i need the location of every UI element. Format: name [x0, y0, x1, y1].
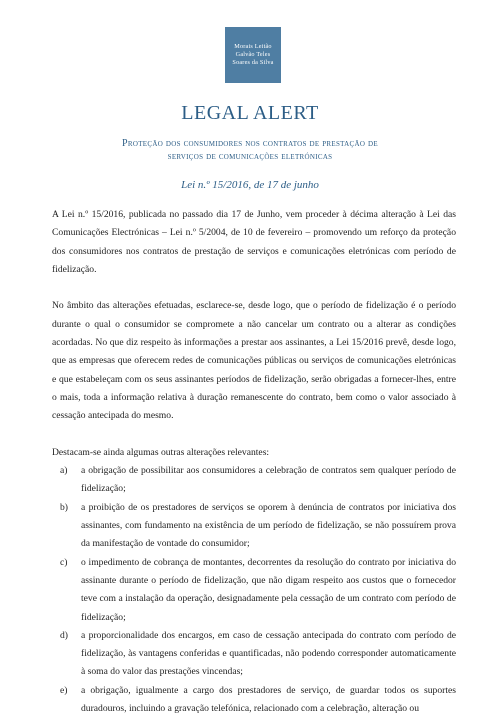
list-marker: e): [60, 684, 68, 696]
law-reference: Lei n.º 15/2016, de 17 de junho: [181, 179, 319, 191]
list-marker: d): [60, 629, 68, 641]
document-subtitle: [60, 137, 440, 163]
list-item: [52, 682, 456, 719]
list-item: [52, 499, 456, 554]
list-intro: Destacam-se ainda algumas outras alterações relevantes:: [52, 446, 270, 458]
list-item-text: a obrigação de possibilitar aos consumidores a celebração de contratos sem qualquer período de fidelização;: [81, 465, 456, 495]
list-item-text: a obrigação, igualmente a cargo dos prestadores de serviço, de guardar todos os suportes duradouros, incluindo a gravação telefónica, relacionado com a celebração, alteração ou: [81, 684, 456, 715]
logo-line-3: Soares da Silva: [232, 59, 274, 66]
list-marker: b): [60, 501, 68, 513]
list-item-text: a proibição de os prestadores de serviços se oporem à denúncia de contratos por iniciativa dos assinantes, com fundamento na existência de um período de fidelização, se não possuírem prova da manifestação de vontade do consumidor;: [81, 501, 456, 550]
list-item-text: o impedimento de cobrança de montantes, decorrentes da resolução do contrato por iniciativa do assinante durante o período de fidelização, que não digam respeito aos custos que o fornecedor teve com a instalação da operação, designadamente pela cessação de um contrato com período de fidelização;: [81, 556, 456, 623]
paragraph: A Lei n.º 15/2016, publicada no passado dia 17 de Junho, vem proceder à décima alteração à Lei das Comunicações Electrónicas – Lei n.º 5/2004, de 10 de fevereiro – promovendo um reforço da proteção dos consumidores nos contratos de prestação de serviços e comunicações eletrónicas com período de fidelização.: [52, 209, 456, 275]
alterations-list: [52, 462, 456, 718]
list-item: [52, 462, 456, 499]
document-body: [52, 206, 456, 718]
paragraph: No âmbito das alterações efetuadas, esclarece-se, desde logo, que o período de fidelização é o período durante o qual o consumidor se compromete a não cancelar um contrato ou a alterar as condições acordadas. No que diz respeito às informações a prestar aos assinantes, a Lei 15/2016 prevê, desde logo, que as empresas que oferecem redes de comunicações públicas ou serviços de comunicações eletrónicas e que estabeleçam com os seus assinantes períodos de fidelização, serão obrigadas a fornecer-lhes, entre o mais, toda a informação relativa à duração remanescente do contrato, bem como o valor associado à cessação antecipada do mesmo.: [52, 300, 456, 422]
subtitle-line-2: serviços de comunicações eletrónicas: [167, 151, 333, 162]
logo-line-2: Galvão Teles: [235, 51, 271, 58]
list-item-text: a proporcionalidade dos encargos, em caso de cessação antecipada do contrato com período de fidelização, às vantagens conferidas e quantificadas, não podendo corresponder automaticamente à soma do valor das prestações vincendas;: [81, 629, 456, 678]
subtitle-line-1: Proteção dos consumidores nos contratos de prestação de: [122, 138, 378, 149]
document-title: LEGAL ALERT: [181, 102, 319, 124]
list-item: [52, 554, 456, 627]
logo-line-1: Morais Leitão: [234, 43, 272, 50]
list-item: [52, 627, 456, 682]
firm-logo: [225, 27, 281, 83]
list-marker: a): [60, 465, 68, 477]
list-marker: c): [60, 556, 68, 568]
